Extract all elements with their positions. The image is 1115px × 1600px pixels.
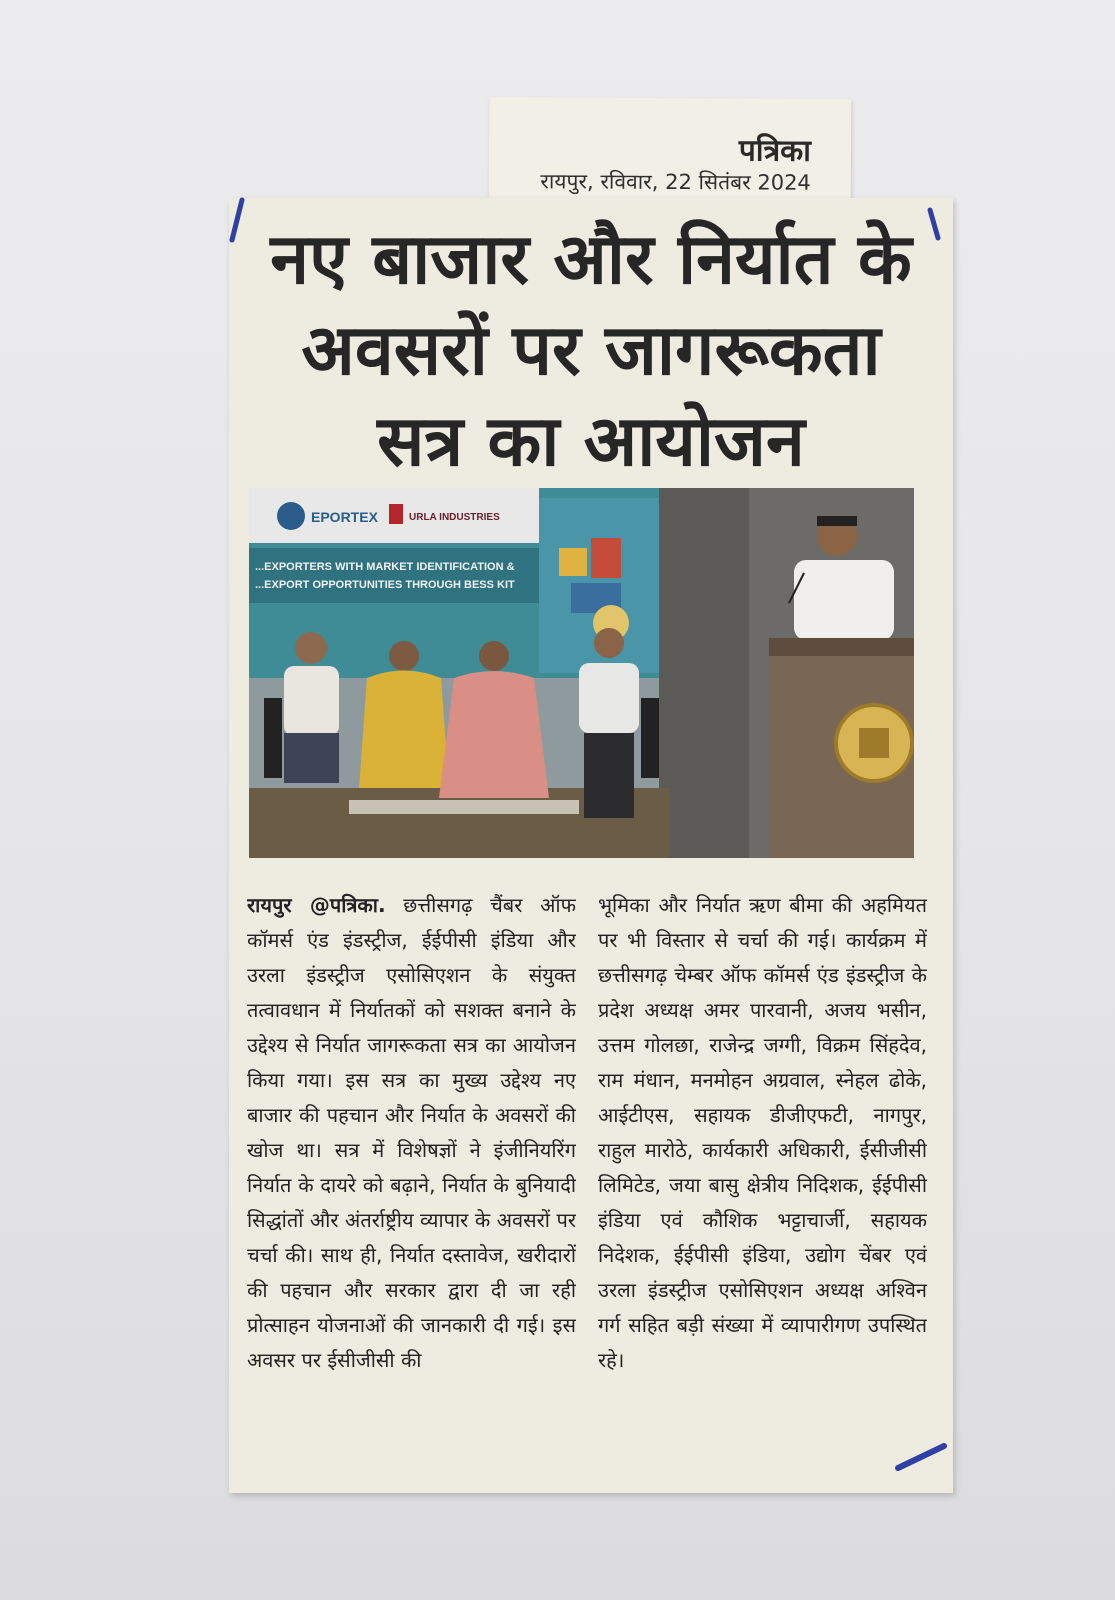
banner-text-1: ...EXPORTERS WITH MARKET IDENTIFICATION &: [255, 561, 515, 573]
headline-line-2: अवसरों पर जागरूकता: [301, 309, 881, 391]
event-photo-illustration: [249, 488, 914, 858]
article-body: [247, 888, 935, 1478]
edition-dateline: रायपुर, रविवार, 22 सितंबर 2024: [540, 169, 811, 195]
pen-mark-top-left: [224, 196, 254, 246]
article-column-2: [598, 888, 927, 1478]
banner-text-2: ...EXPORT OPPORTUNITIES THROUGH BESS KIT: [255, 579, 515, 591]
masthead-clipping: [489, 97, 852, 207]
pen-mark-bottom-right: [892, 1438, 952, 1478]
article-dateline: रायपुर @पत्रिका.: [247, 893, 386, 917]
article-column-1-text: छत्तीसगढ़ चैंबर ऑफ कॉमर्स एंड इंडस्ट्रीज, ईईपीसी इंडिया और उरला इंडस्ट्रीज एसोसिएशन के संयुक्त तत्वावधान में निर्यातकों को सशक्त बनाने के उद्देश्य से निर्यात जागरूकता सत्र का आयोजन किया गया। इस सत्र का मुख्य उद्देश्य नए बाजार की पहचान और निर्यात के अवसरों की खोज था। सत्र में विशेषज्ञों ने इंजीनियरिंग निर्यात के दायरे को बढ़ाने, निर्यात के बुनियादी सिद्धांतों और अंतर्राष्ट्रीय व्यापार के अवसरों पर चर्चा की। साथ ही, निर्यात दस्तावेज, खरीदारों की पहचान और सरकार द्वारा दी जा रही प्रोत्साहन योजनाओं की जानकारी दी गई। इस अवसर पर ईसीजीसी की: [247, 893, 576, 1372]
article-column-1: [247, 888, 576, 1478]
article-column-2-text: भूमिका और निर्यात ऋण बीमा की अहमियत पर भी विस्तार से चर्चा की गई। कार्यक्रम में छत्तीसगढ़ चेम्बर ऑफ कॉमर्स एंड इंडस्ट्रीज के प्रदेश अध्यक्ष अमर पारवानी, अजय भसीन, उत्तम गोलछा, राजेन्द्र जग्गी, विक्रम सिंहदेव, राम मंधान, मनमोहन अग्रवाल, स्नेहल ढोके, आईटीएस, सहायक डीजीएफटी, नागपुर, राहुल मारोठे, कार्यकारी अधिकारी, ईसीजीसी लिमिटेड, जया बासु क्षेत्रीय निदिशक, ईईपीसी इंडिया एवं कौशिक भट्टाचार्जी, सहायक निदेशक, ईईपीसी इंडिया, उद्योग चेंबर एवं उरला इंडस्ट्रीज एसोसिएशन अध्यक्ष अश्विन गर्ग सहित बड़ी संख्या में व्यापारीगण उपस्थित रहे।: [598, 893, 927, 1372]
newspaper-name: पत्रिका: [738, 133, 812, 169]
headline: [229, 214, 953, 487]
pen-mark-top-right: [922, 206, 952, 246]
headline-line-3: सत्र का आयोजन: [377, 400, 805, 482]
banner-logo-1: EPORTEX: [311, 509, 378, 525]
article-clipping: [229, 198, 953, 1493]
event-photo: [249, 488, 914, 858]
headline-line-1: नए बाजार और निर्यात के: [270, 218, 912, 300]
banner-logo-2: URLA INDUSTRIES: [409, 512, 500, 523]
